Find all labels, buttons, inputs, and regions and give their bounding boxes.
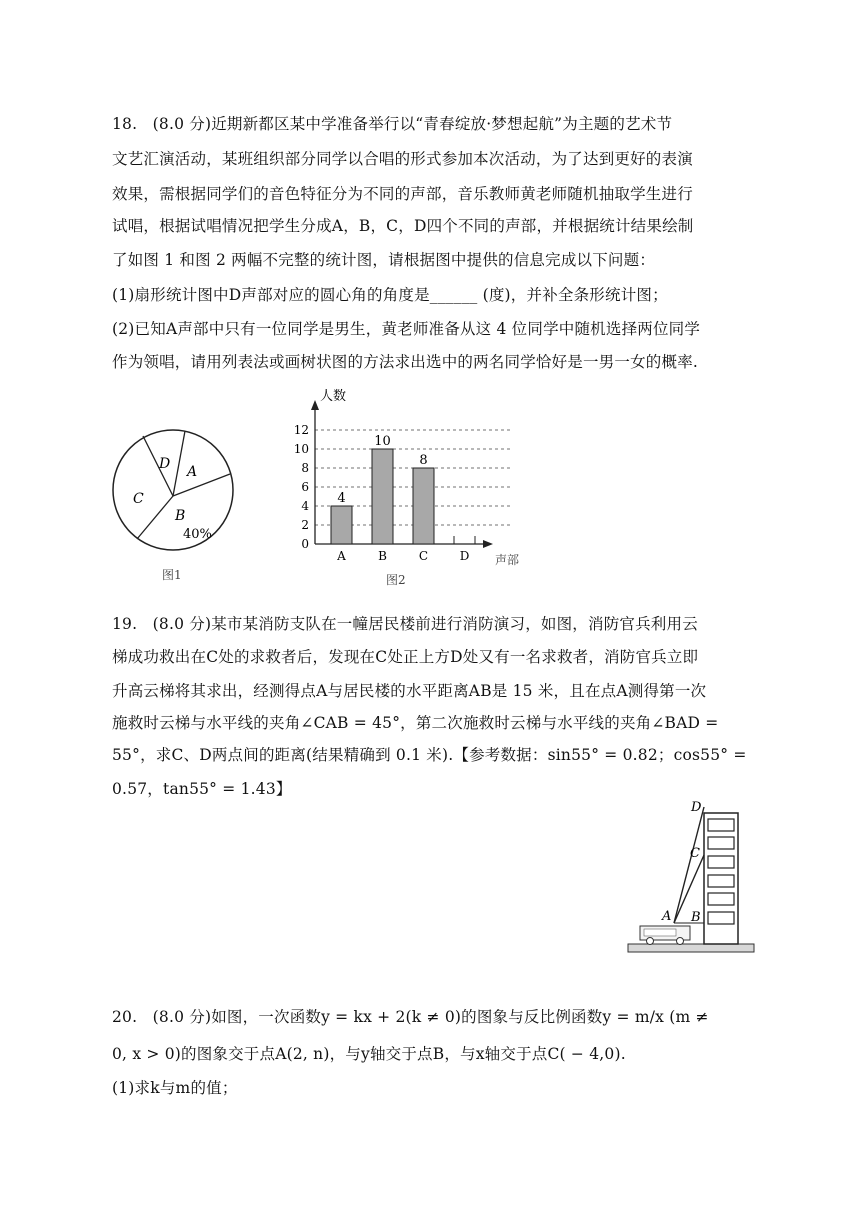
bar-B [372,449,393,544]
q18-line-6: (1)扇形统计图中D声部对应的圆心角的角度是______ (度)，并补全条形统计图； [112,286,668,304]
y-tick-label-10: 10 [293,442,309,456]
figure-1-caption: 图1 [162,568,182,582]
q19-line-6: 0.57，tan55° = 1.43】 [112,780,292,798]
q19-line-1: 19. (8.0 分)某市某消防支队在一幢居民楼前进行消防演习，如图，消防官兵利用云 [112,615,698,633]
bar-chart-bars [331,449,475,544]
x-axis-label: 声部 [495,553,520,567]
data-label-A: 4 [337,491,346,506]
bar-C [413,468,434,544]
truck-wheel-rear [677,938,684,945]
y-tick-label-8: 8 [301,461,309,475]
point-b-label: B [691,910,701,925]
point-d-label: D [691,800,702,815]
fire-ladder-figure [620,795,760,960]
y-tick-label-6: 6 [301,480,309,494]
ground [628,944,754,952]
q20-line-1: 20. (8.0 分)如图，一次函数y = kx + 2(k ≠ 0)的图象与反比例函数y = m/x (m ≠ [112,1008,709,1026]
y-axis-label: 人数 [320,389,347,404]
q19-line-3: 升高云梯将其求出，经测得点A与居民楼的水平距离AB是 15 米，且在点A测得第一次 [112,682,707,700]
pie-label-d: D [159,456,171,472]
figure-2-caption: 图2 [386,573,406,587]
pie-label-c: C [133,491,144,507]
pie-label-b-percent: 40% [183,527,212,542]
x-tick-label-A: A [337,549,346,563]
x-axis-arrow [483,540,493,548]
x-tick-label-B: B [378,549,387,563]
fire-truck-panel [644,929,676,936]
y-axis-arrow [311,400,319,410]
y-tick-label-4: 4 [301,499,309,513]
pie-label-b: B [175,508,186,524]
q20-line-3: (1)求k与m的值； [112,1079,238,1097]
data-label-C: 8 [419,453,428,468]
q20-line-2: 0, x > 0)的图象交于点A(2, n)，与y轴交于点B，与x轴交于点C( − 4,0). [112,1045,626,1063]
q18-line-5: 了如图 1 和图 2 两幅不完整的统计图，请根据图中提供的信息完成以下问题： [112,251,656,269]
pie-outline [113,430,233,550]
point-a-label: A [662,909,672,924]
q18-line-8: 作为领唱，请用列表法或画树状图的方法求出选中的两名同学恰好是一男一女的概率. [112,353,699,371]
y-tick-label-2: 2 [301,518,309,532]
y-tick-label-12: 12 [293,423,309,437]
bar-chart-figure-2 [285,386,535,592]
q19-line-5: 55°，求C、D两点间的距离(结果精确到 0.1 米).【参考数据：sin55° = 0.82；cos55° = [112,746,747,764]
q18-line-4: 试唱，根据试唱情况把学生分成A，B，C，D四个不同的声部，并根据统计结果绘制 [112,217,694,235]
q18-line-2: 文艺汇演活动，某班组织部分同学以合唱的形式参加本次活动，为了达到更好的表演 [112,150,693,168]
truck-wheel-front [647,938,654,945]
pie-chart-figure-1 [105,410,255,585]
q18-line-3: 效果，需根据同学们的音色特征分为不同的声部，音乐教师黄老师随机抽取学生进行 [112,185,693,203]
x-tick-label-C: C [418,549,429,563]
point-c-label: C [690,846,700,861]
y-tick-label-0: 0 [301,537,309,551]
q18-line-7: (2)已知A声部中只有一位同学是男生，黄老师准备从这 4 位同学中随机选择两位同学 [112,320,701,338]
x-tick-label-D: D [459,549,470,563]
q18-line-1: 18. (8.0 分)近期新都区某中学准备举行以“青春绽放·梦想起航”为主题的艺术节 [112,115,673,133]
data-label-B: 10 [374,434,391,449]
q19-line-4: 施救时云梯与水平线的夹角∠CAB = 45°，第二次施救时云梯与水平线的夹角∠BAD = [112,714,719,732]
pie-label-a: A [187,464,198,480]
q19-line-2: 梯成功救出在C处的求救者后，发现在C处正上方D处又有一名求救者，消防官兵立即 [112,648,699,666]
bar-A [331,506,352,544]
